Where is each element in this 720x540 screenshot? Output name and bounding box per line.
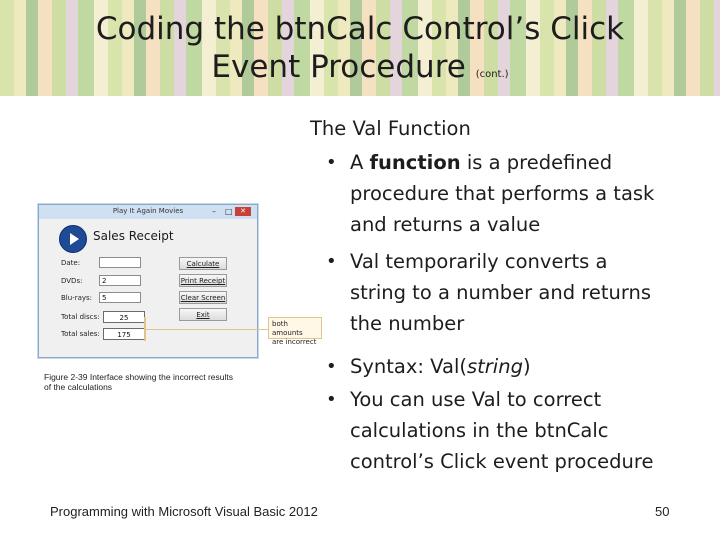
slide-title [0,10,720,94]
total-sales-label: Total sales: [61,330,100,338]
window-title: Play It Again Movies [112,207,184,215]
total-discs-output: 25 [103,311,145,323]
blurays-label: Blu-rays: [61,294,93,302]
bullet-1-line2: procedure that performs a task [350,182,655,205]
bullet-4-line2: calculations in the btnCalc [350,419,609,442]
bullet-1-line1 [350,151,612,174]
total-sales-output: 175 [103,328,145,340]
bullet-1-text-a: A [350,151,370,174]
bullet-2-line1: Val temporarily converts a [350,250,608,273]
callout-line2: are incorrect [272,338,317,346]
form-screenshot [38,204,258,358]
bullet-3-text-a: Syntax: Val( [350,355,467,378]
play-logo-icon [59,225,87,253]
callout-connector [144,329,268,330]
bullet-4-line1: You can use Val to correct [350,388,602,411]
bullet-3-text-b: ) [522,355,531,378]
bullet-1-text-b: is a predefined [460,151,613,174]
footer-text: Programming with Microsoft Visual Basic 2012 [50,504,318,519]
caption-line1: Figure 2-39 Interface showing the incorrect results [44,372,233,382]
callout-line1: both amounts [272,320,303,337]
maximize-icon[interactable]: □ [225,207,233,216]
bullet-1-line3: and returns a value [350,213,541,236]
page-number: 50 [655,504,670,519]
blurays-field[interactable]: 5 [99,292,141,303]
slide-title-line2-text: Event Procedure [211,49,466,85]
exit-button[interactable]: Exit [179,308,227,321]
bullet-4-line3: control’s Click event procedure [350,450,654,473]
dvds-field[interactable]: 2 [99,275,141,286]
callout-note [268,317,322,346]
date-field[interactable] [99,257,141,268]
slide-title-line1: Coding the btnCalc Control’s Click [95,11,625,47]
section-heading: The Val Function [310,117,471,140]
close-icon[interactable]: ✕ [235,207,251,216]
clear-screen-button[interactable]: Clear Screen [179,291,227,304]
date-label: Date: [61,259,81,267]
figure-caption [44,372,274,392]
bullet-1-marker: • [326,152,337,173]
bullet-4-marker: • [326,389,337,410]
bullet-2-line2: string to a number and returns [350,281,652,304]
bullet-3-line1 [350,355,531,378]
print-receipt-button[interactable]: Print Receipt [179,274,227,287]
minimize-icon[interactable]: – [212,207,216,216]
form-heading: Sales Receipt [93,229,174,243]
total-discs-label: Total discs: [61,313,100,321]
title-cont-note: (cont.) [475,69,509,80]
bullet-2-line3: the number [350,312,465,335]
bullet-2-marker: • [326,251,337,272]
bullet-3-param: string [466,355,523,378]
dvds-label: DVDs: [61,277,83,285]
calculate-button[interactable]: Calculate [179,257,227,270]
slide-title-line2 [0,48,720,94]
caption-line2: of the calculations [44,382,113,392]
window-titlebar [39,205,257,219]
bullet-1-keyword: function [369,151,461,174]
bullet-3-marker: • [326,356,337,377]
